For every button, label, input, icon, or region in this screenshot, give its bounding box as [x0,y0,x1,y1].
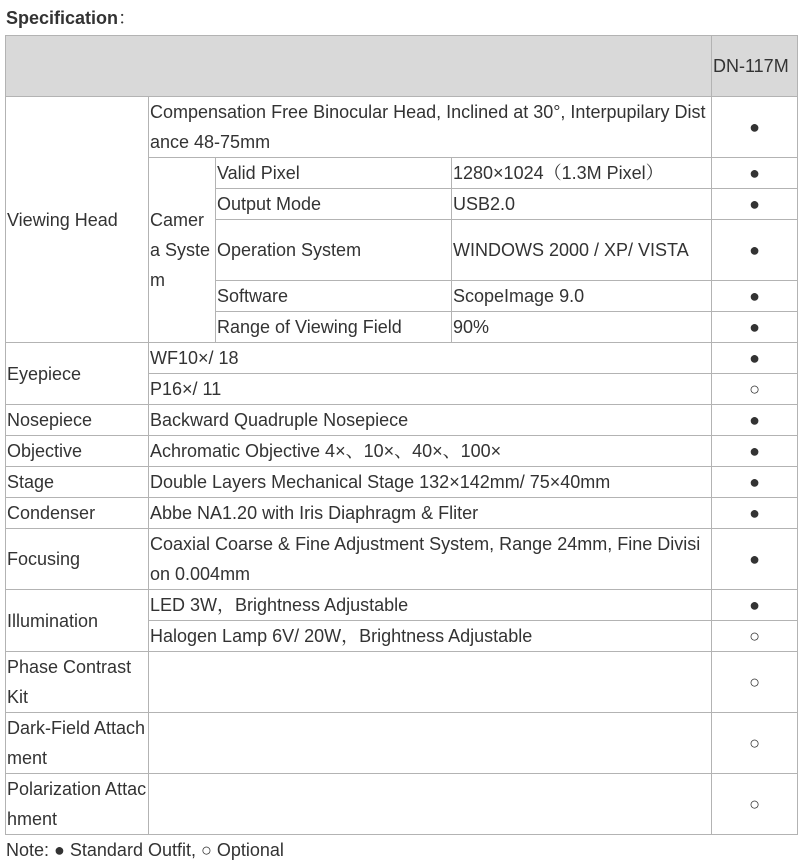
optional-mark: ○ [712,713,798,774]
table-row [6,436,798,467]
camera-param: Output Mode [216,189,452,220]
camera-value: ScopeImage 9.0 [452,281,712,312]
category-eyepiece: Eyepiece [6,343,149,405]
model-header: DN-117M [712,36,798,97]
optional-mark: ○ [712,621,798,652]
standard-mark: ● [712,467,798,498]
table-row [6,467,798,498]
standard-mark: ● [712,436,798,467]
optional-mark: ○ [712,374,798,405]
stage-spec: Double Layers Mechanical Stage 132×142mm/ 75×40mm [149,467,712,498]
camera-value: USB2.0 [452,189,712,220]
eyepiece-spec: P16×/ 11 [149,374,712,405]
page-title [6,7,136,29]
standard-mark: ● [712,529,798,590]
standard-mark: ● [712,343,798,374]
header-row [6,36,798,97]
illumination-spec: LED 3W，Brightness Adjustable [149,590,712,621]
condenser-spec: Abbe NA1.20 with Iris Diaphragm & Fliter [149,498,712,529]
table-row [6,713,798,774]
category-polarization: Polarization Attachment [6,774,149,835]
optional-mark: ○ [712,652,798,713]
table-row [6,498,798,529]
table-row [6,529,798,590]
nosepiece-spec: Backward Quadruple Nosepiece [149,405,712,436]
title-colon: ： [118,8,137,28]
standard-mark: ● [712,405,798,436]
category-stage: Stage [6,467,149,498]
table-row [6,590,798,621]
table-row [6,774,798,835]
illumination-spec: Halogen Lamp 6V/ 20W，Brightness Adjustable [149,621,712,652]
category-focusing: Focusing [6,529,149,590]
camera-value: 90% [452,312,712,343]
table-row [6,97,798,158]
standard-mark: ● [712,498,798,529]
category-dark-field: Dark-Field Attachment [6,713,149,774]
camera-value: WINDOWS 2000 / XP/ VISTA [452,220,712,281]
optional-mark: ○ [712,774,798,835]
dark-field-spec [149,713,712,774]
binocular-head-spec: Compensation Free Binocular Head, Inclined at 30°, Interpupilary Distance 48-75mm [149,97,712,158]
focusing-spec: Coaxial Coarse & Fine Adjustment System, Range 24mm, Fine Division 0.004mm [149,529,712,590]
category-viewing-head: Viewing Head [6,97,149,343]
standard-mark: ● [712,590,798,621]
standard-mark: ● [712,97,798,158]
standard-mark: ● [712,189,798,220]
camera-param: Operation System [216,220,452,281]
category-phase-contrast: Phase Contrast Kit [6,652,149,713]
eyepiece-spec: WF10×/ 18 [149,343,712,374]
camera-value: 1280×1024（1.3M Pixel） [452,158,712,189]
title-label: Specification [6,8,119,28]
category-illumination: Illumination [6,590,149,652]
camera-param: Software [216,281,452,312]
header-empty-cell [6,36,712,97]
standard-mark: ● [712,281,798,312]
specification-table [5,35,798,835]
category-nosepiece: Nosepiece [6,405,149,436]
table-row [6,652,798,713]
standard-mark: ● [712,220,798,281]
standard-mark: ● [712,312,798,343]
category-condenser: Condenser [6,498,149,529]
phase-contrast-spec [149,652,712,713]
camera-param: Valid Pixel [216,158,452,189]
legend-note: Note: ● Standard Outfit, ○ Optional [6,840,284,860]
standard-mark: ● [712,158,798,189]
camera-system-label: Camera System [149,158,216,343]
category-objective: Objective [6,436,149,467]
camera-param: Range of Viewing Field [216,312,452,343]
objective-spec: Achromatic Objective 4×、10×、40×、100× [149,436,712,467]
table-row [6,405,798,436]
polarization-spec [149,774,712,835]
table-row [6,343,798,374]
